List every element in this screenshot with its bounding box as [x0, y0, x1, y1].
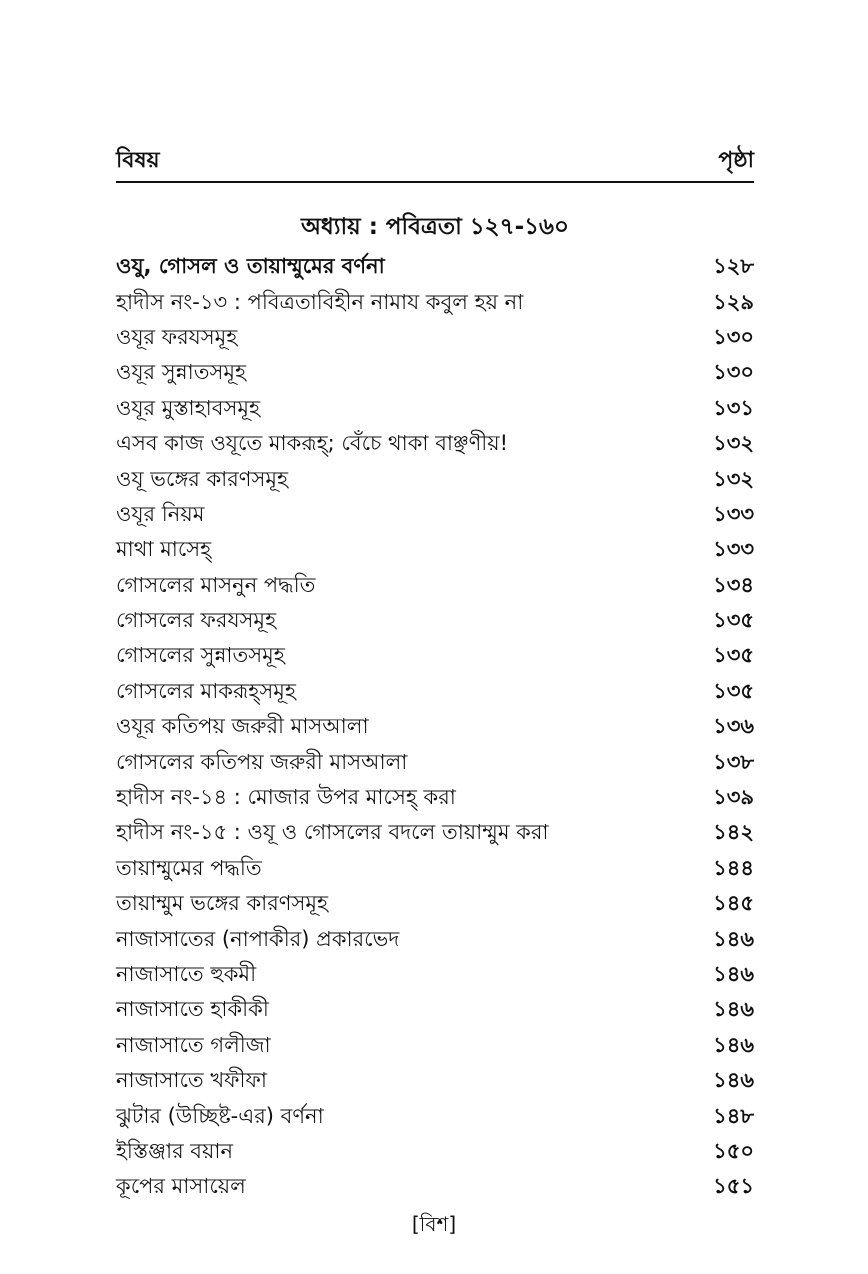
subject-column-label: বিষয় [116, 148, 160, 173]
toc-entry-page: ১৩৫ [713, 608, 754, 633]
toc-entry-title: তায়াম্মুমের পদ্ধতি [116, 855, 262, 880]
toc-entry-title: ওযূ ভঙ্গের কারণসমূহ [116, 466, 289, 491]
toc-entry [116, 852, 754, 887]
toc-entry-title: গোসলের ফরযসমূহ [116, 608, 277, 633]
toc-entry-title: ওযু, গোসল ও তায়াম্মুমের বর্ণনা [116, 254, 385, 279]
toc-entry [116, 604, 754, 639]
toc-entry [116, 569, 754, 604]
toc-entry-title: ওযূর মুস্তাহাবসমূহ [116, 395, 261, 420]
toc-entry-title: নাজাসাতের (নাপাকীর) প্রকারভেদ [116, 926, 400, 951]
toc-entry [116, 781, 754, 816]
toc-entry-page: ১৩৮ [713, 749, 754, 774]
toc-entry-title: নাজাসাতে খফীফা [116, 1068, 267, 1093]
toc-entry [116, 462, 754, 497]
toc-entry-page: ১২৯ [713, 289, 754, 314]
toc-list [116, 250, 754, 1206]
toc-entry-title: কূপের মাসায়েল [116, 1174, 246, 1199]
toc-entry [116, 922, 754, 957]
toc-entry-title: ঝুটার (উচ্ছিষ্ট-এর) বর্ণনা [116, 1103, 324, 1128]
toc-entry [116, 993, 754, 1028]
toc-entry [116, 1029, 754, 1064]
toc-entry-page: ১৪৬ [713, 926, 754, 951]
toc-entry-page: ১৪৬ [713, 1068, 754, 1093]
toc-entry-title: নাজাসাতে হুকমী [116, 962, 257, 986]
toc-entry [116, 533, 754, 568]
toc-entry-page: ১৩০ [713, 360, 754, 385]
toc-entry-page: ১৩৫ [713, 678, 754, 703]
toc-entry-title: ওযূর কতিপয় জরুরী মাসআলা [116, 714, 369, 739]
toc-entry [116, 285, 754, 320]
toc-entry-title: নাজাসাতে হাকীকী [116, 997, 269, 1022]
toc-entry-page: ১৩৬ [713, 714, 754, 739]
toc-entry-title: গোসলের কতিপয় জরুরী মাসআলা [116, 749, 408, 774]
toc-entry [116, 1135, 754, 1170]
toc-entry [116, 250, 754, 285]
toc-entry-page: ১৪৫ [713, 891, 754, 916]
toc-entry-page: ১৩৫ [713, 643, 754, 668]
toc-entry-page: ১৪৮ [713, 1103, 754, 1128]
toc-entry-title: ওযূর ফরযসমূহ [116, 324, 238, 349]
toc-entry-page: ১৪৬ [713, 962, 754, 986]
toc-entry-title: হাদীস নং-১৫ : ওযূ ও গোসলের বদলে তায়াম্মুম করা [116, 820, 549, 845]
header-divider [116, 181, 754, 183]
toc-entry-page: ১৩২ [713, 466, 754, 491]
toc-entry-title: গোসলের মাকরূহ্সমূহ [116, 678, 296, 703]
toc-entry-page: ১৪২ [713, 820, 754, 845]
toc-entry-title: নাজাসাতে গলীজা [116, 1032, 271, 1057]
toc-entry-title: এসব কাজ ওযূতে মাকরূহ্; বেঁচে থাকা বাঞ্ছণীয়! [116, 431, 509, 456]
toc-header [116, 140, 754, 180]
toc-entry-page: ১৩৩ [713, 501, 754, 526]
toc-entry [116, 816, 754, 851]
toc-entry-page: ১৩২ [713, 431, 754, 456]
toc-entry-title: ইস্তিঞ্জার বয়ান [116, 1138, 233, 1163]
toc-entry-title: হাদীস নং-১৪ : মোজার উপর মাসেহ্ করা [116, 785, 456, 810]
toc-entry-title: গোসলের মাসনুন পদ্ধতি [116, 572, 316, 597]
toc-entry [116, 392, 754, 427]
toc-entry-title: তায়াম্মুম ভঙ্গের কারণসমূহ [116, 891, 329, 916]
toc-entry [116, 356, 754, 391]
page-number-marker: [বিশ] [411, 1212, 457, 1236]
toc-entry [116, 639, 754, 674]
toc-entry-page: ১৫০ [713, 1138, 754, 1163]
toc-entry-page: ১৪৬ [713, 1032, 754, 1057]
toc-entry-page: ১৪৬ [713, 997, 754, 1022]
toc-entry [116, 1170, 754, 1205]
toc-entry-page: ১৪৪ [713, 855, 754, 880]
toc-entry [116, 1099, 754, 1134]
toc-entry-title: গোসলের সুন্নাতসমূহ [116, 643, 285, 668]
toc-entry [116, 427, 754, 462]
toc-entry-page: ১২৮ [713, 254, 754, 279]
toc-entry [116, 710, 754, 745]
toc-entry [116, 745, 754, 780]
toc-entry [116, 887, 754, 922]
toc-entry-title: ওযূর সুন্নাতসমূহ [116, 360, 247, 385]
toc-entry-page: ১৩৪ [713, 572, 754, 597]
toc-entry-page: ১৩০ [713, 324, 754, 349]
toc-entry [116, 1064, 754, 1099]
toc-entry-page: ১৫১ [713, 1174, 754, 1199]
toc-entry-page: ১৩৩ [713, 537, 754, 562]
toc-entry [116, 498, 754, 533]
toc-entry [116, 321, 754, 356]
page-column-label: পৃষ্ঠা [718, 148, 754, 173]
toc-entry-title: মাথা মাসেহ্ [116, 537, 212, 562]
toc-entry-page: ১৩১ [713, 395, 754, 420]
chapter-heading: অধ্যায় : পবিত্রতা ১২৭-১৬০ [301, 214, 569, 240]
toc-entry [116, 958, 754, 993]
toc-entry [116, 675, 754, 710]
toc-entry-title: ওযূর নিয়ম [116, 501, 205, 526]
toc-entry-page: ১৩৯ [713, 785, 754, 810]
toc-entry-title: হাদীস নং-১৩ : পবিত্রতাবিহীন নামায কবুল হয় না [116, 289, 524, 314]
